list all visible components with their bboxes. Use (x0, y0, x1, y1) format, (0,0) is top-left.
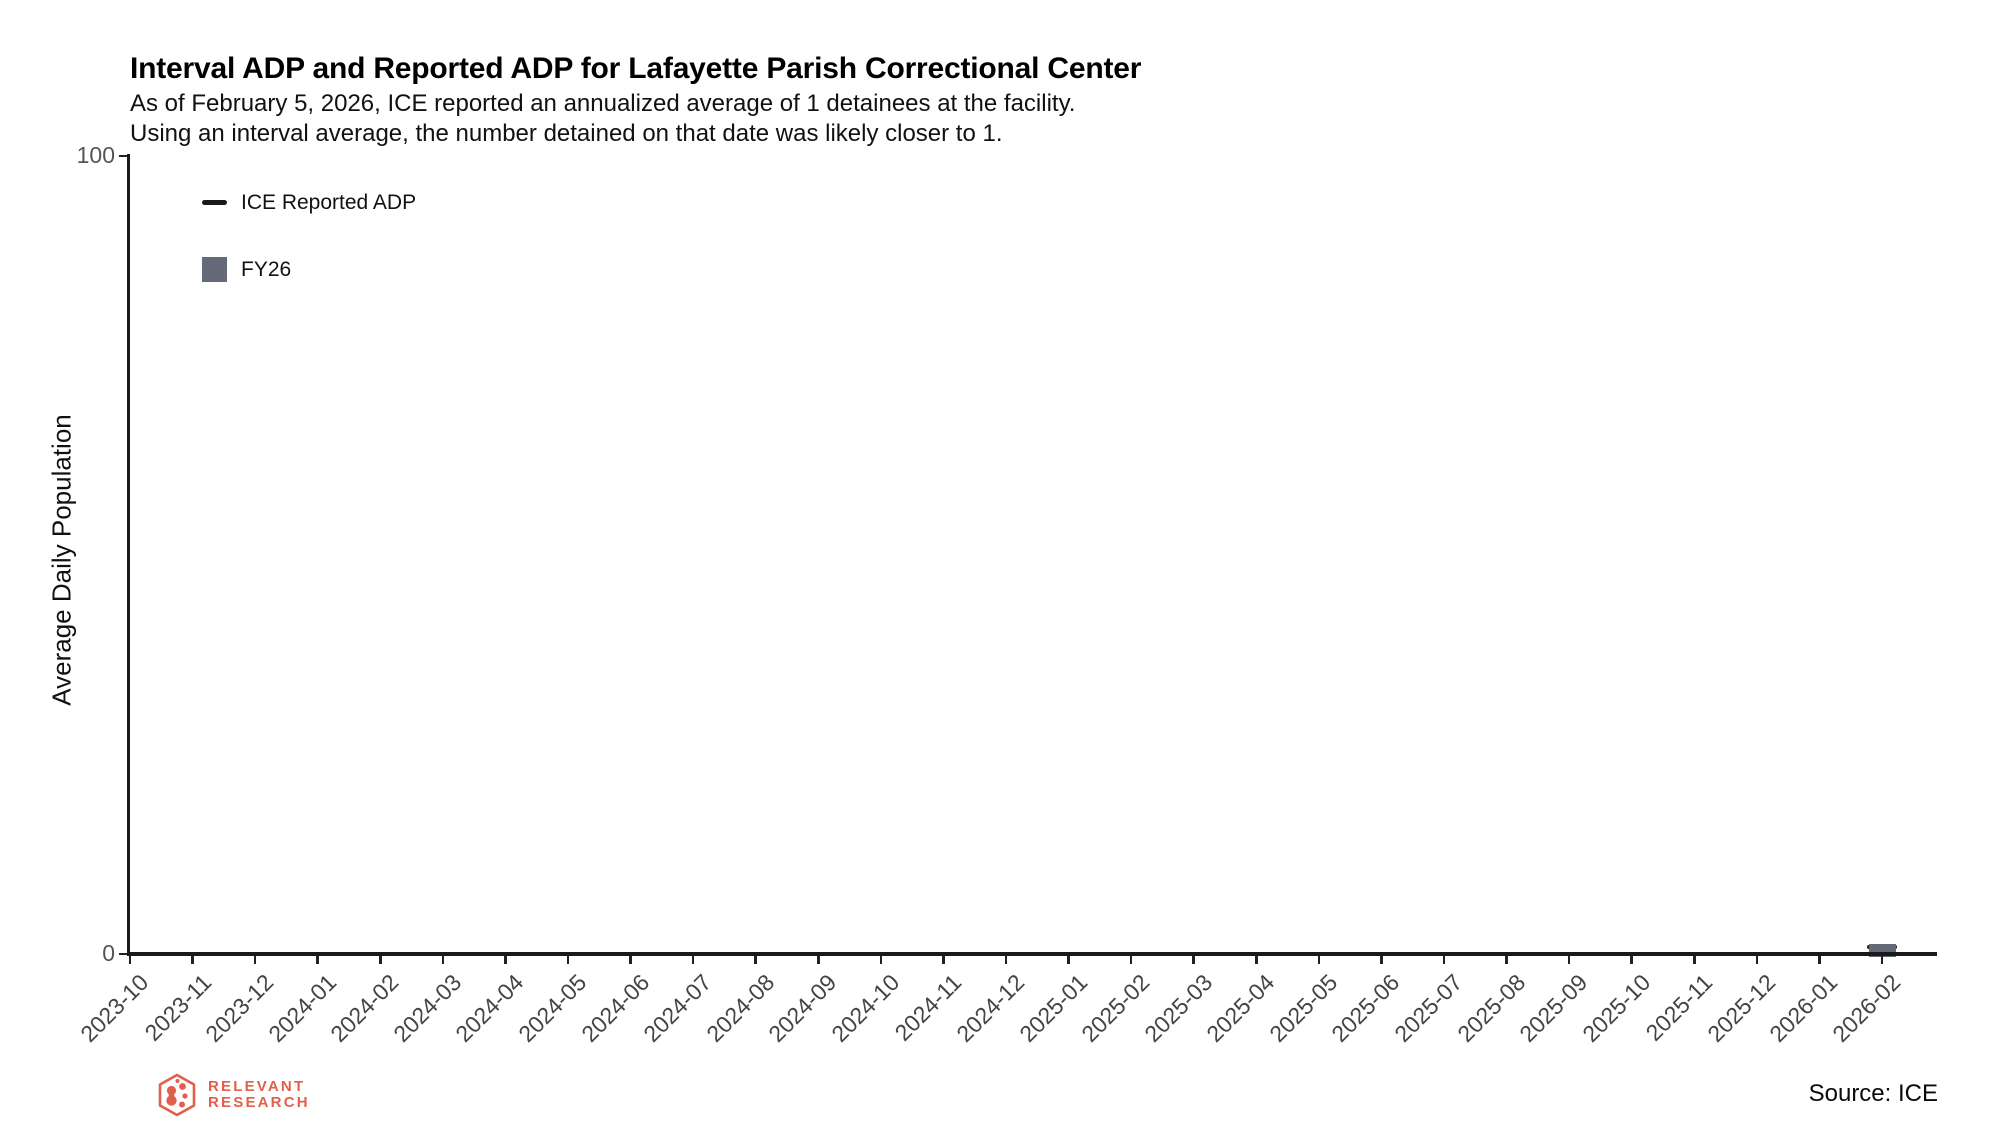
x-tick-2025-11 (1693, 956, 1696, 964)
x-tick-label-2026-02: 2026-02 (1827, 969, 1906, 1048)
x-tick-2025-01 (1067, 956, 1070, 964)
x-tick-label-2023-12: 2023-12 (200, 969, 279, 1048)
x-tick-label-2025-01: 2025-01 (1013, 969, 1092, 1048)
x-tick-label-2025-04: 2025-04 (1201, 969, 1280, 1048)
x-tick-2025-05 (1318, 956, 1321, 964)
relevant-research-logo (155, 1072, 310, 1118)
x-tick-2025-10 (1630, 956, 1633, 964)
x-tick-2024-03 (442, 956, 445, 964)
x-tick-label-2025-05: 2025-05 (1264, 969, 1343, 1048)
hexagon-molecule-icon (155, 1072, 199, 1118)
x-tick-2025-07 (1443, 956, 1446, 964)
x-tick-label-2025-11: 2025-11 (1640, 969, 1718, 1046)
x-tick-label-2025-02: 2025-02 (1076, 969, 1155, 1048)
x-tick-2024-01 (316, 956, 319, 964)
y-tick-label-0: 0 (102, 939, 115, 966)
logo-line1: RELEVANT (208, 1077, 306, 1095)
x-tick-2024-05 (567, 956, 570, 964)
x-tick-2023-12 (254, 956, 257, 964)
x-tick-label-2024-01: 2024-01 (263, 969, 342, 1048)
x-tick-2025-09 (1568, 956, 1571, 964)
x-tick-label-2024-05: 2024-05 (513, 969, 592, 1048)
x-tick-label-2025-09: 2025-09 (1514, 969, 1593, 1048)
x-tick-2025-08 (1505, 956, 1508, 964)
legend-label-ice-reported-adp: ICE Reported ADP (241, 190, 417, 214)
x-tick-label-2024-04: 2024-04 (450, 969, 529, 1048)
chart-legend (202, 190, 416, 282)
x-tick-label-2024-07: 2024-07 (638, 969, 717, 1048)
x-tick-label-2024-03: 2024-03 (388, 969, 467, 1048)
x-tick-2026-02 (1881, 956, 1884, 964)
x-tick-2025-06 (1380, 956, 1383, 964)
x-tick-label-2025-12: 2025-12 (1702, 969, 1781, 1048)
x-tick-label-2024-12: 2024-12 (951, 969, 1030, 1048)
chart-subtitle-line1: As of February 5, 2026, ICE reported an annualized average of 1 detainees at the facility. (130, 90, 1076, 117)
x-tick-2023-11 (191, 956, 194, 964)
x-tick-label-2025-03: 2025-03 (1139, 969, 1218, 1048)
x-tick-2023-10 (129, 956, 132, 964)
x-tick-2026-01 (1818, 956, 1821, 964)
x-tick-2024-09 (817, 956, 820, 964)
y-axis-title: Average Daily Population (46, 414, 77, 706)
legend-line-marker-icon (202, 200, 227, 205)
x-tick-2024-04 (504, 956, 507, 964)
legend-item-ice-reported-adp (202, 190, 416, 215)
y-axis-line (127, 154, 130, 956)
legend-square-marker-icon (202, 257, 227, 282)
x-tick-2025-04 (1255, 956, 1258, 964)
y-tick-0 (119, 953, 127, 956)
x-tick-label-2024-09: 2024-09 (763, 969, 842, 1048)
legend-label-fy26: FY26 (241, 257, 292, 281)
x-axis-line (127, 952, 1937, 956)
x-tick-2024-08 (754, 956, 757, 964)
x-tick-2024-06 (629, 956, 632, 964)
chart-subtitle-line2: Using an interval average, the number detained on that date was likely closer to 1. (130, 120, 1003, 147)
x-tick-label-2026-01: 2026-01 (1764, 969, 1843, 1048)
x-tick-2025-02 (1130, 956, 1133, 964)
x-tick-label-2023-10: 2023-10 (75, 969, 154, 1048)
logo-line2: RESEARCH (208, 1094, 310, 1111)
x-tick-label-2025-06: 2025-06 (1326, 969, 1405, 1048)
y-tick-100 (119, 155, 127, 158)
x-tick-2025-03 (1192, 956, 1195, 964)
x-tick-label-2024-02: 2024-02 (325, 969, 404, 1048)
source-attribution: Source: ICE (1808, 1080, 1938, 1107)
x-tick-2024-02 (379, 956, 382, 964)
x-tick-label-2024-10: 2024-10 (826, 969, 905, 1048)
x-tick-2025-12 (1756, 956, 1759, 964)
x-tick-2024-10 (880, 956, 883, 964)
logo-wordmark (208, 1079, 310, 1112)
x-tick-label-2024-11: 2024-11 (889, 969, 967, 1046)
x-tick-label-2025-07: 2025-07 (1389, 969, 1468, 1048)
x-tick-2024-11 (942, 956, 945, 964)
y-tick-label-100: 100 (76, 141, 115, 168)
legend-item-fy26 (202, 257, 416, 282)
chart-title: Interval ADP and Reported ADP for Lafayette Parish Correctional Center (130, 52, 1142, 85)
x-tick-2024-07 (692, 956, 695, 964)
x-tick-label-2024-08: 2024-08 (701, 969, 780, 1048)
x-tick-label-2025-08: 2025-08 (1451, 969, 1530, 1048)
x-tick-label-2024-06: 2024-06 (575, 969, 654, 1048)
x-tick-2024-12 (1005, 956, 1008, 964)
x-tick-label-2023-11: 2023-11 (139, 969, 216, 1046)
x-tick-label-2025-10: 2025-10 (1577, 969, 1656, 1048)
